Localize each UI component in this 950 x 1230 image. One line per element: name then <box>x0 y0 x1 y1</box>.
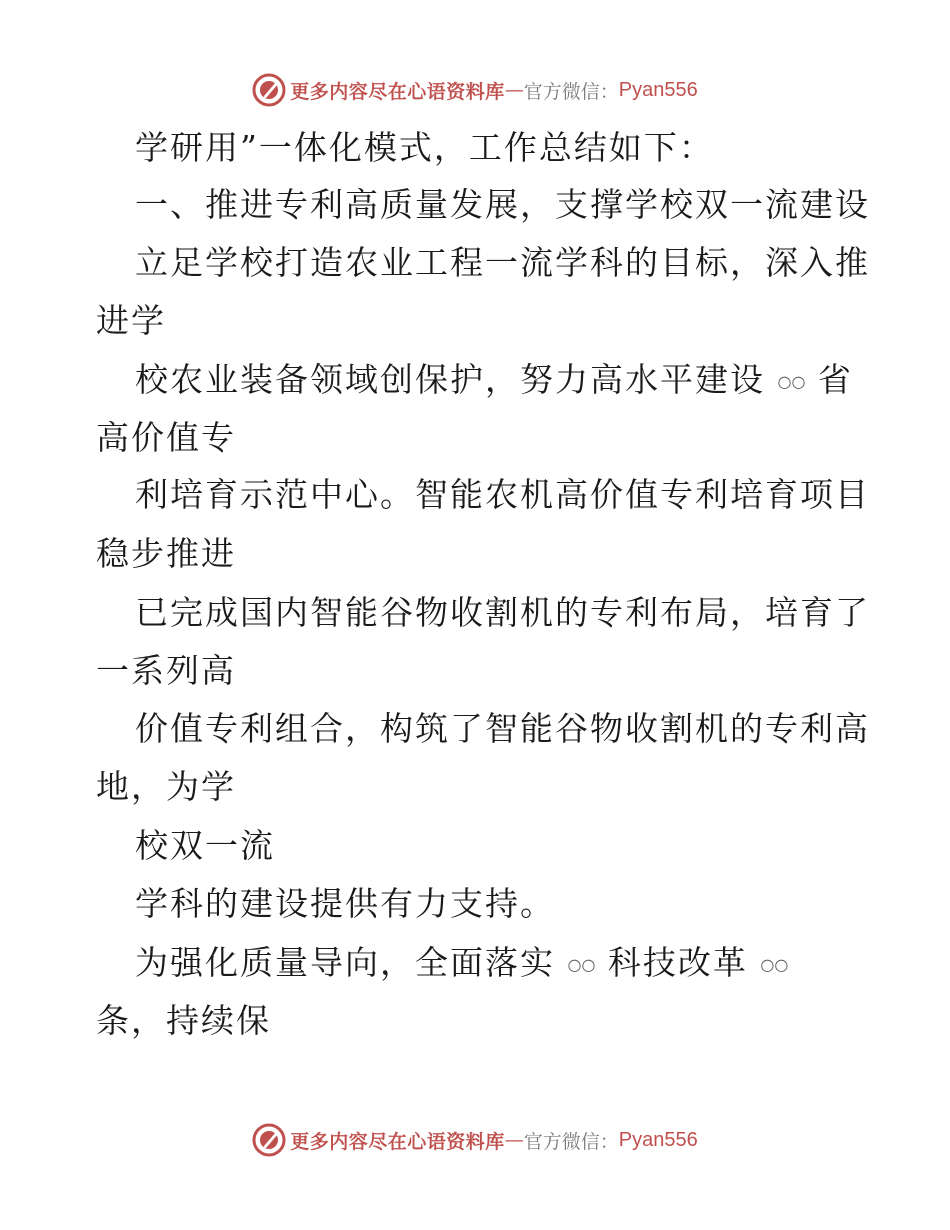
watermark-separator: — <box>504 79 524 101</box>
watermark-wechat-label: 官方微信： <box>523 80 619 103</box>
text-line: 价值专利组合，构筑了智能谷物收割机的专利高 <box>135 709 870 748</box>
watermark-wechat-label: 官方微信： <box>523 1130 619 1153</box>
text-line: 已完成国内智能谷物收割机的专利布局，培育了 <box>135 593 870 632</box>
text-line <box>0 355 950 405</box>
text-fragment: 校农业装备领域创保护，努力高水平建设 <box>135 360 765 399</box>
placeholder-glyph: ○○ <box>760 955 789 974</box>
text-line: 立足学校打造农业工程一流学科的目标，深入推 <box>135 243 870 282</box>
pen-logo-icon <box>252 73 286 107</box>
watermark-wechat-id: Pyan556 <box>618 1128 698 1151</box>
text-line <box>0 938 950 988</box>
text-line: 进学 <box>96 301 166 340</box>
section-heading: 一、推进专利高质量发展，支撑学校双一流建设 <box>135 185 870 224</box>
text-fragment: 省 <box>817 360 853 399</box>
text-fragment: 为强化质量导向，全面落实 <box>135 943 555 982</box>
watermark-brand: 更多内容尽在心语资料库 <box>290 1130 505 1153</box>
text-line: 一系列高 <box>96 651 236 690</box>
footer-watermark <box>0 1120 950 1160</box>
text-line: 条，持续保 <box>96 1001 271 1040</box>
watermark-brand: 更多内容尽在心语资料库 <box>290 80 505 103</box>
pen-logo-icon <box>252 1123 286 1157</box>
text-line: 稳步推进 <box>96 534 236 573</box>
text-line: 校双一流 <box>135 826 275 865</box>
header-watermark <box>0 70 950 110</box>
text-line: 学科的建设提供有力支持。 <box>135 884 555 923</box>
text-fragment: 科技改革 <box>607 943 748 982</box>
placeholder-glyph: ○○ <box>567 955 596 974</box>
watermark-wechat-id: Pyan556 <box>618 78 698 101</box>
text-line: 地，为学 <box>96 767 236 806</box>
text-line: 利培育示范中心。智能农机高价值专利培育项目 <box>135 475 870 514</box>
text-line: 学研用”一体化模式，工作总结如下： <box>135 128 714 167</box>
placeholder-glyph: ○○ <box>777 372 806 391</box>
watermark-separator: — <box>504 1129 524 1151</box>
text-line: 高价值专 <box>96 418 236 457</box>
